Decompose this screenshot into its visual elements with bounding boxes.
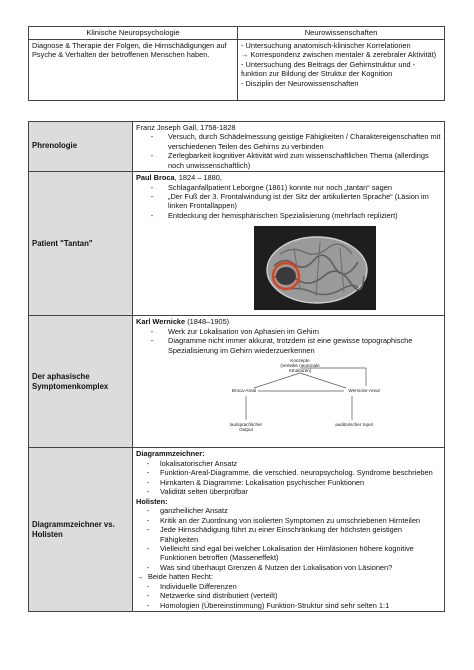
diagram-wernicke-label: Wernicke-Areal [348,388,380,394]
label-holisten: Diagrammzeichner vs. Holisten [29,448,133,612]
diagram-concepts-label: Konzepte (verteilte neuronale Strukturen) [280,358,320,374]
phrenologie-head: Franz Joseph Gall, 1758-1828 [136,122,236,132]
list-item: - Vielleicht sind egal bei welcher Lokalisation der Hirnläsionen höhere kognitive Funktionen betroffen (Masseneffekt) [146,543,414,563]
document-page [28,26,444,612]
diagram-output-label: lautsprachlicher Output [229,422,263,433]
tantan-head: Paul Broca, 1824 – 1880, [136,173,222,183]
row-aphasie [29,316,445,448]
neuro-line-2-text: Korrespondenz zwischen mentaler & zerebraler Aktivität) [250,50,437,60]
diagram-input-label: auditorischer Input [335,422,373,428]
list-item: - Hirnkarten & Diagramme: Lokalisation psychischer Funktionen [146,477,365,487]
diagram-broca-label: Broca-Areal [231,388,257,394]
content-tantan [133,172,445,316]
header-clinical-neuropsychology: Klinische Neuropsychologie [29,27,238,40]
both-right-head: Beide hatten Recht: [148,572,213,582]
arrow-icon: → [136,572,144,582]
list-item: - Homologien (Übereinstimmung) Funktion-Struktur sind sehr selten 1:1 [146,600,390,610]
holisten-head: Holisten: [136,496,168,506]
content-phrenologie [133,121,445,171]
header-neuroscience: Neurowissenschaften [238,27,445,40]
neuroscience-description [238,39,445,100]
list-item: - Werk zur Lokalisation von Aphasien im Gehirn [150,326,320,336]
comparison-header-row [29,27,445,40]
label-aphasie: Der aphasische Symptomenkomplex [29,316,133,448]
row-tantan [29,172,445,316]
list-item: - „Der Fuß der 3. Frontalwindung ist der Sitz der artikulierten Sprache“ (Läsion im linken Frontallappen) [150,192,429,211]
neuro-line-1: - Untersuchung anatomisch-klinischer Korrelationen [241,40,411,50]
arrow-icon: → [241,50,249,60]
list-item: - Diagramme nicht immer akkurat, trotzdem ist eine gewisse topographische Spezialisierung im Gehirn wiederzuerkennen [150,336,413,355]
list-item: - Kritik an der Zuordnung von isolierten Symptomen zu umschriebenen Hirnteilen [146,515,421,525]
list-item: - Versuch, durch Schädelmessung geistige Fähigkeiten / Charaktereigenschaften mit verschiedenen Teilen des Gehirns zu verbinden [150,132,441,151]
aphasie-head: Karl Wernicke (1848–1905) [136,317,230,327]
list-item: - Funktion-Areal-Diagramme, die verschied. neuropsycholog. Syndrome beschrieben [146,468,433,478]
list-item: - Individuelle Differenzen [146,581,237,591]
wernicke-diagram [196,358,406,444]
both-right-line [136,572,441,581]
list-item: - Schlaganfallpatient Leborgne (1861) konnte nur noch „tantan“ sagen [150,182,392,192]
content-holisten [133,448,445,612]
brain-photo-svg [254,226,376,310]
label-tantan: Patient "Tantan" [29,172,133,316]
list-item: - ganzheilicher Ansatz [146,506,228,516]
topics-table [28,121,445,613]
label-phrenologie: Phrenologie [29,121,133,171]
diagrammzeichner-head: Diagrammzeichner: [136,449,205,459]
neuro-line-2 [241,50,441,59]
row-holisten [29,448,445,612]
neuro-line-4: - Disziplin der Neurowissenschaften [241,78,359,88]
clinical-description: Diagnose & Therapie der Folgen, die Hirnschädigungen auf Psyche & Verhalten der betroffenen Menschen haben. [29,39,238,100]
brain-image [254,226,376,310]
list-item: - Netzwerke sind distributiert (verteilt) [146,591,278,601]
list-item: - lokalisatorischer Ansatz [146,458,238,468]
row-phrenologie [29,121,445,171]
comparison-body-row [29,39,445,100]
list-item: - Jede Hirnschädigung führt zu einer Einschränkung der höchsten geistigen Fähigkeiten [146,525,402,544]
list-item: - Was sind überhaupt Grenzen & Nutzen der Lokalisation von Läsionen? [146,562,393,572]
neuro-line-3: - Untersuchung des Beitrags der Gehirnstruktur und -funktion zur Bildung der Struktur der Kognition [241,59,416,79]
comparison-table [28,26,445,101]
list-item: - Validität selten überprüfbar [146,487,248,497]
list-item: - Zerlegbarkeit kognitiver Aktivität wird zum wissenschaftlichen Thema (allerdings noch unwissenschaftlich) [150,151,429,170]
list-item: - Entdeckung der hemisphärischen Spezialisierung (mehrfach repliziert) [150,210,398,220]
content-aphasie [133,316,445,448]
